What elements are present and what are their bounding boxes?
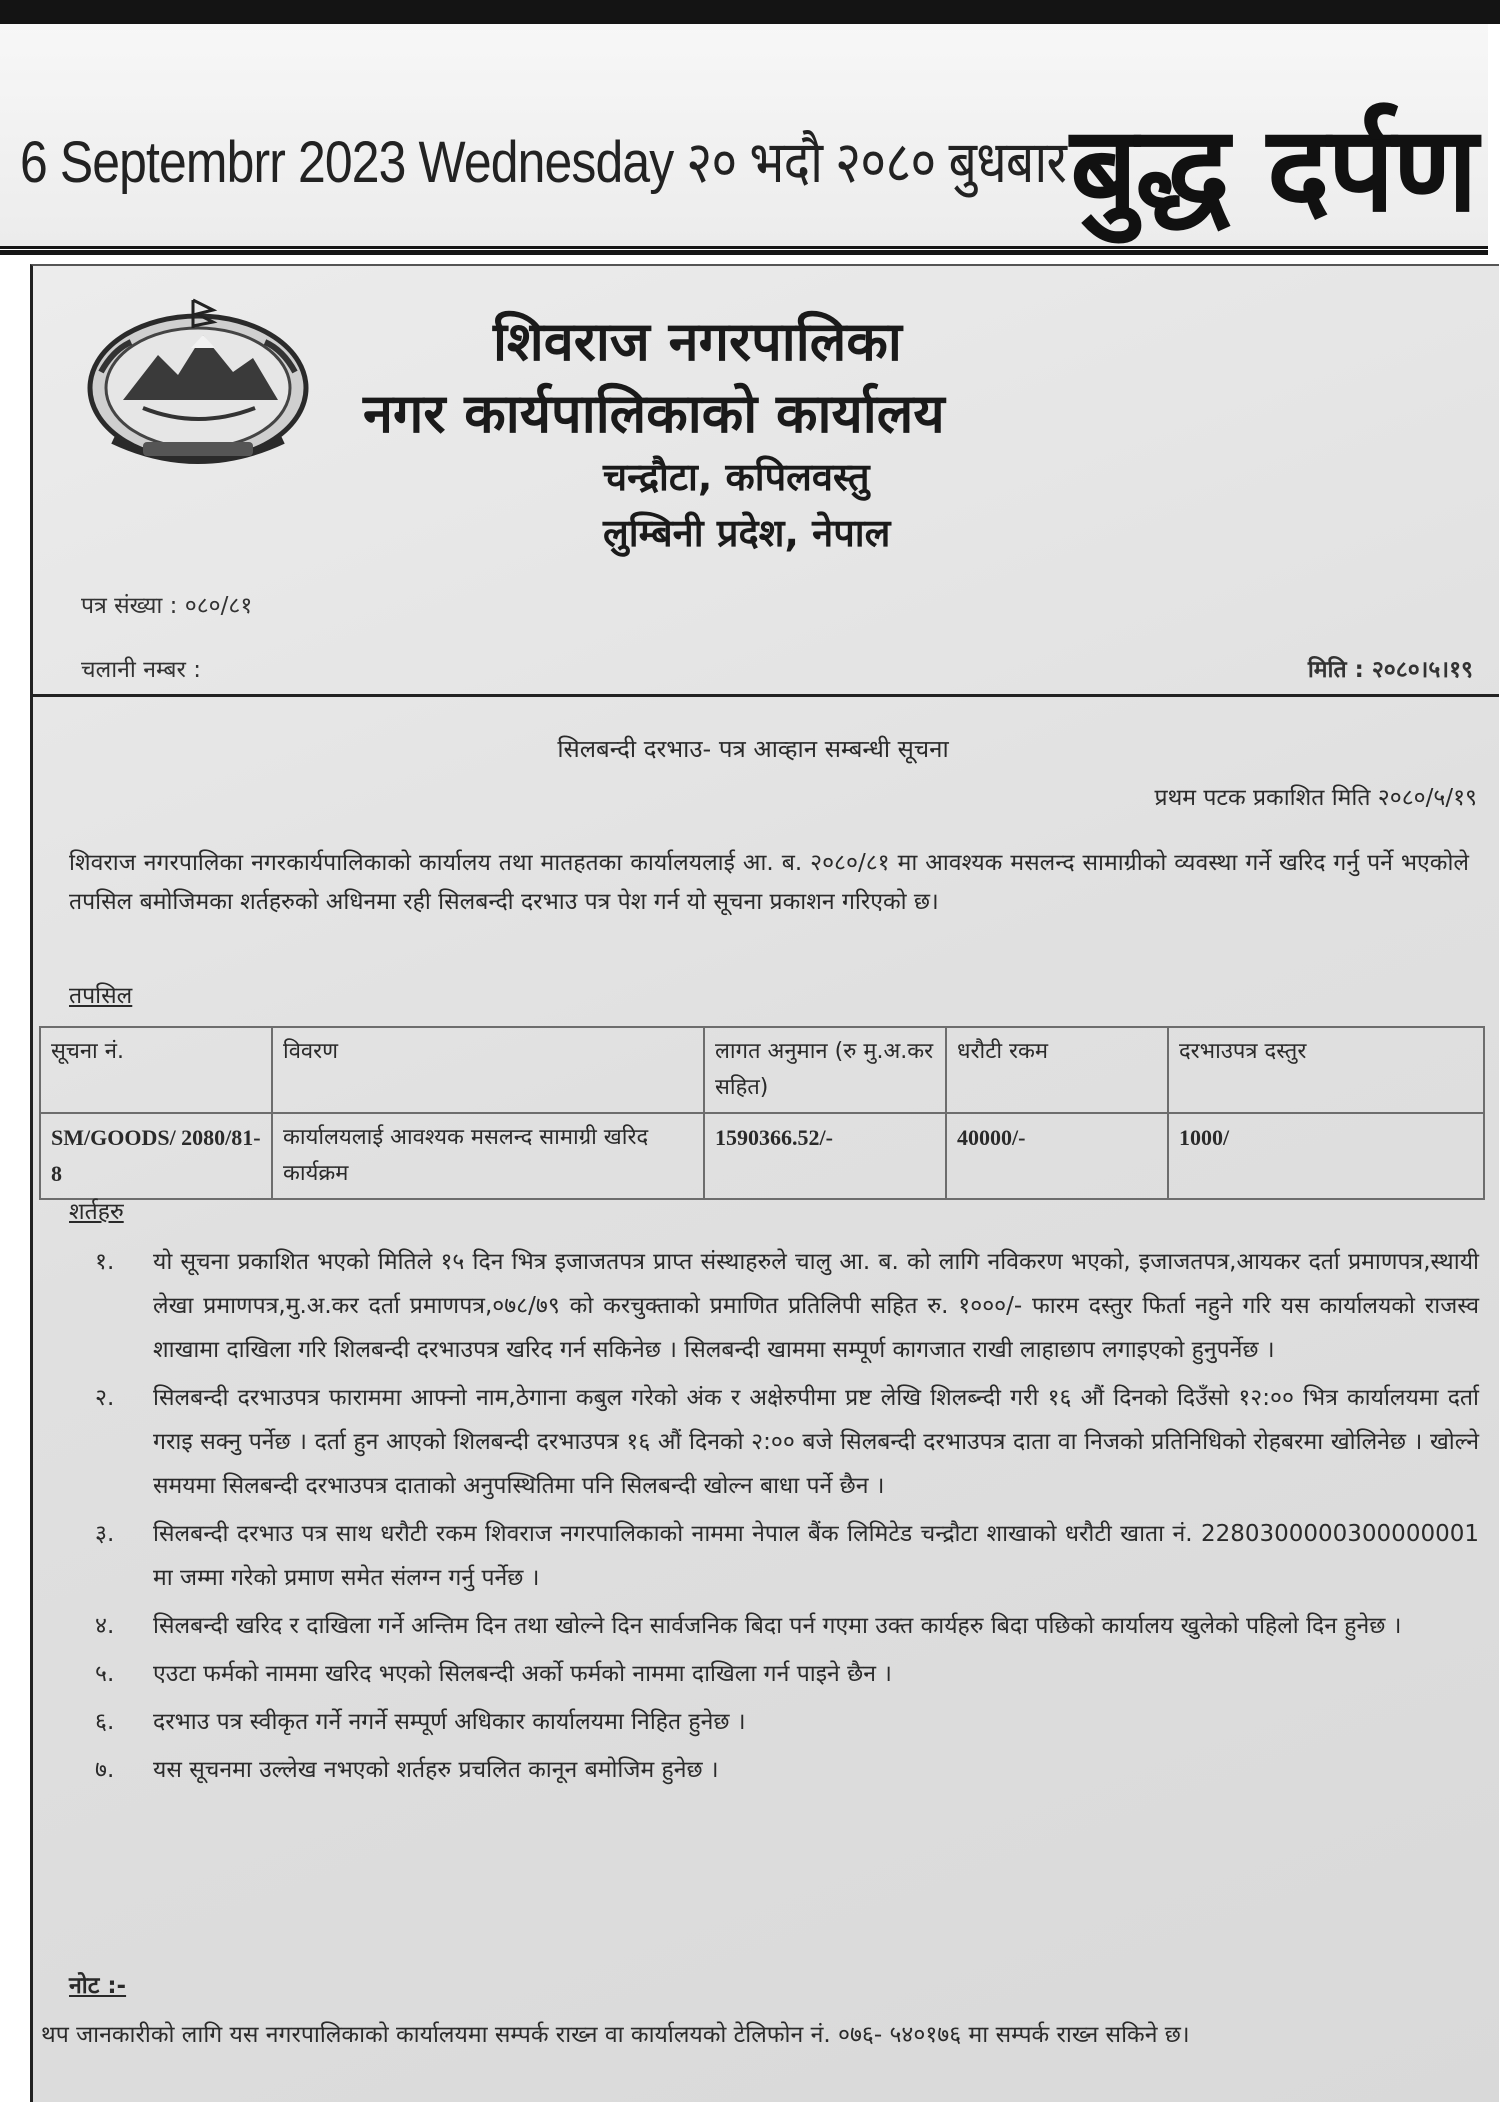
- term-text: यस सूचनमा उल्लेख नभएको शर्तहरु प्रचलित कानून बमोजिम हुनेछ ।: [153, 1757, 719, 1783]
- term-item: [69, 1376, 1479, 1508]
- letter-number: पत्र संख्या : ०८०/८१: [81, 593, 253, 619]
- notice-date: मिति : २०८०।५।१९: [1307, 657, 1473, 683]
- table-row: [40, 1113, 1484, 1199]
- note-label: नोट :-: [69, 1973, 127, 1999]
- col-bid-fee: दरभाउपत्र दस्तुर: [1168, 1027, 1484, 1113]
- col-description: विवरण: [272, 1027, 704, 1113]
- term-item: [69, 1652, 1479, 1696]
- intro-paragraph: शिवराज नगरपालिका नगरकार्यपालिकाको कार्यालय तथा मातहतका कार्यालयलाई आ. ब. २०८०/८१ मा आवश्यक मसलन्द सामाग्रीको व्यवस्था गर्ने खरिद गर्नु पर्ने भएकोले तपसिल बमोजिमका शर्तहरुको अधिनमा रही सिलबन्दी दरभाउ पत्र पेश गर्न यो सूचना प्रकाशन गरिएको छ।: [69, 850, 1469, 915]
- term-text: दरभाउ पत्र स्वीकृत गर्ने नगर्ने सम्पूर्ण अधिकार कार्यालयमा निहित हुनेछ ।: [153, 1709, 746, 1735]
- notice-title: सिलबन्दी दरभाउ- पत्र आव्हान सम्बन्धी सूचना: [557, 735, 949, 763]
- header-divider: [33, 694, 1499, 697]
- first-published-date: प्रथम पटक प्रकाशित मिति २०८०/५/१९: [1154, 785, 1477, 811]
- dateline: 6 Septembrr 2023 Wednesday २० भदौ २०८० बुधबार: [20, 130, 1067, 195]
- term-item: [69, 1240, 1479, 1372]
- notice-clipping: [30, 264, 1499, 2102]
- newspaper-masthead: [0, 24, 1488, 249]
- term-number: १.: [95, 1249, 115, 1275]
- term-number: २.: [95, 1385, 115, 1411]
- cell-notice-no: SM/GOODS/ 2080/81-8: [40, 1113, 272, 1199]
- term-item: [69, 1604, 1479, 1648]
- col-cost-estimate: लागत अनुमान (रु मु.अ.कर सहित): [704, 1027, 946, 1113]
- newspaper-name-logo: बुद्ध दर्पण: [1070, 100, 1476, 238]
- office-name: नगर कार्यपालिकाको कार्यालय: [363, 382, 945, 445]
- terms-label: शर्तहरु: [69, 1199, 124, 1225]
- masthead-divider: [0, 250, 1488, 255]
- term-text: एउटा फर्मको नाममा खरिद भएको सिलबन्दी अर्को फर्मको नाममा दाखिला गर्न पाइने छैन ।: [153, 1661, 892, 1687]
- term-text: सिलबन्दी दरभाउ पत्र साथ धरौटी रकम शिवराज नगरपालिकाको नाममा नेपाल बैंक लिमिटेड चन्द्रौटा शाखाको धरौटी खाता नं. 2280300000300000001 मा जम्मा गरेको प्रमाण समेत संलग्न गर्नु पर्नेछ ।: [153, 1521, 1479, 1591]
- term-number: ५.: [95, 1661, 115, 1687]
- term-text: यो सूचना प्रकाशित भएको मितिले १५ दिन भित्र इजाजतपत्र प्राप्त संस्थाहरुले चालु आ. ब. को लागि नविकरण भएको, इजाजतपत्र,आयकर दर्ता प्रमाणपत्र,स्थायी लेखा प्रमाणपत्र,मु.अ.कर दर्ता प्रमाणपत्र,०७८/७९ को करचुक्ताको प्रमाणित प्रतिलिपी सहित रु. १०००/- फारम दस्तुर फिर्ता नहुने गरि यस कार्यालयको राजस्व शाखामा दाखिला गरि शिलबन्दी दरभाउपत्र खरिद गर्न सकिनेछ । सिलबन्दी खाममा सम्पूर्ण कागजात राखी लाहाछाप लगाइएको हुनुपर्नेछ ।: [153, 1249, 1479, 1363]
- address-line-2: लुम्बिनी प्रदेश, नेपाल: [603, 511, 891, 555]
- term-number: ६.: [95, 1709, 115, 1735]
- cell-cost-estimate: 1590366.52/-: [704, 1113, 946, 1199]
- term-text: सिलबन्दी खरिद र दाखिला गर्ने अन्तिम दिन तथा खोल्ने दिन सार्वजनिक बिदा पर्न गएमा उक्त कार्यहरु बिदा पछिको कार्यालय खुलेको पहिलो दिन हुनेछ ।: [153, 1613, 1402, 1639]
- col-notice-no: सूचना नं.: [40, 1027, 272, 1113]
- cell-deposit: 40000/-: [946, 1113, 1168, 1199]
- term-item: [69, 1512, 1479, 1600]
- dispatch-number: चलानी नम्बर :: [81, 657, 202, 683]
- term-item: [69, 1748, 1479, 1792]
- term-number: ४.: [95, 1613, 115, 1639]
- col-deposit: धरौटी रकम: [946, 1027, 1168, 1113]
- municipality-name: शिवराज नगरपालिका: [493, 310, 902, 373]
- address-line-1: चन्द्रौटा, कपिलवस्तु: [603, 455, 870, 499]
- term-item: [69, 1700, 1479, 1744]
- term-number: ३.: [95, 1521, 115, 1547]
- tender-table: [39, 1026, 1485, 1200]
- nepal-government-emblem-icon: [73, 280, 323, 480]
- details-label: तपसिल: [69, 983, 133, 1009]
- top-black-bar: [0, 0, 1500, 24]
- cell-bid-fee: 1000/: [1168, 1113, 1484, 1199]
- cell-description: कार्यालयलाई आवश्यक मसलन्द सामाग्री खरिद कार्यक्रम: [272, 1113, 704, 1199]
- terms-list: [69, 1240, 1479, 1796]
- term-number: ७.: [95, 1757, 115, 1783]
- table-header-row: [40, 1027, 1484, 1113]
- note-text: थप जानकारीको लागि यस नगरपालिकाको कार्यालयमा सम्पर्क राख्न वा कार्यालयको टेलिफोन नं. ०७६- ५४०१७६ मा सम्पर्क राख्न सकिने छ।: [41, 2022, 1190, 2048]
- term-text: सिलबन्दी दरभाउपत्र फाराममा आफ्नो नाम,ठेगाना कबुल गरेको अंक र अक्षेरुपीमा प्रष्ट लेखि शिलब्न्दी गरी १६ औं दिनको दिउँसो १२:०० भित्र कार्यालयमा दर्ता गराइ सक्नु पर्नेछ । दर्ता हुन आएको शिलबन्दी दरभाउपत्र १६ औं दिनको २:०० बजे सिलबन्दी दरभाउपत्र दाता वा निजको प्रतिनिधिको रोहबरमा खोलिनेछ । खोल्ने समयमा सिलबन्दी दरभाउपत्र दाताको अनुपस्थितिमा पनि सिलबन्दी खोल्न बाधा पर्ने छैन ।: [153, 1385, 1479, 1499]
